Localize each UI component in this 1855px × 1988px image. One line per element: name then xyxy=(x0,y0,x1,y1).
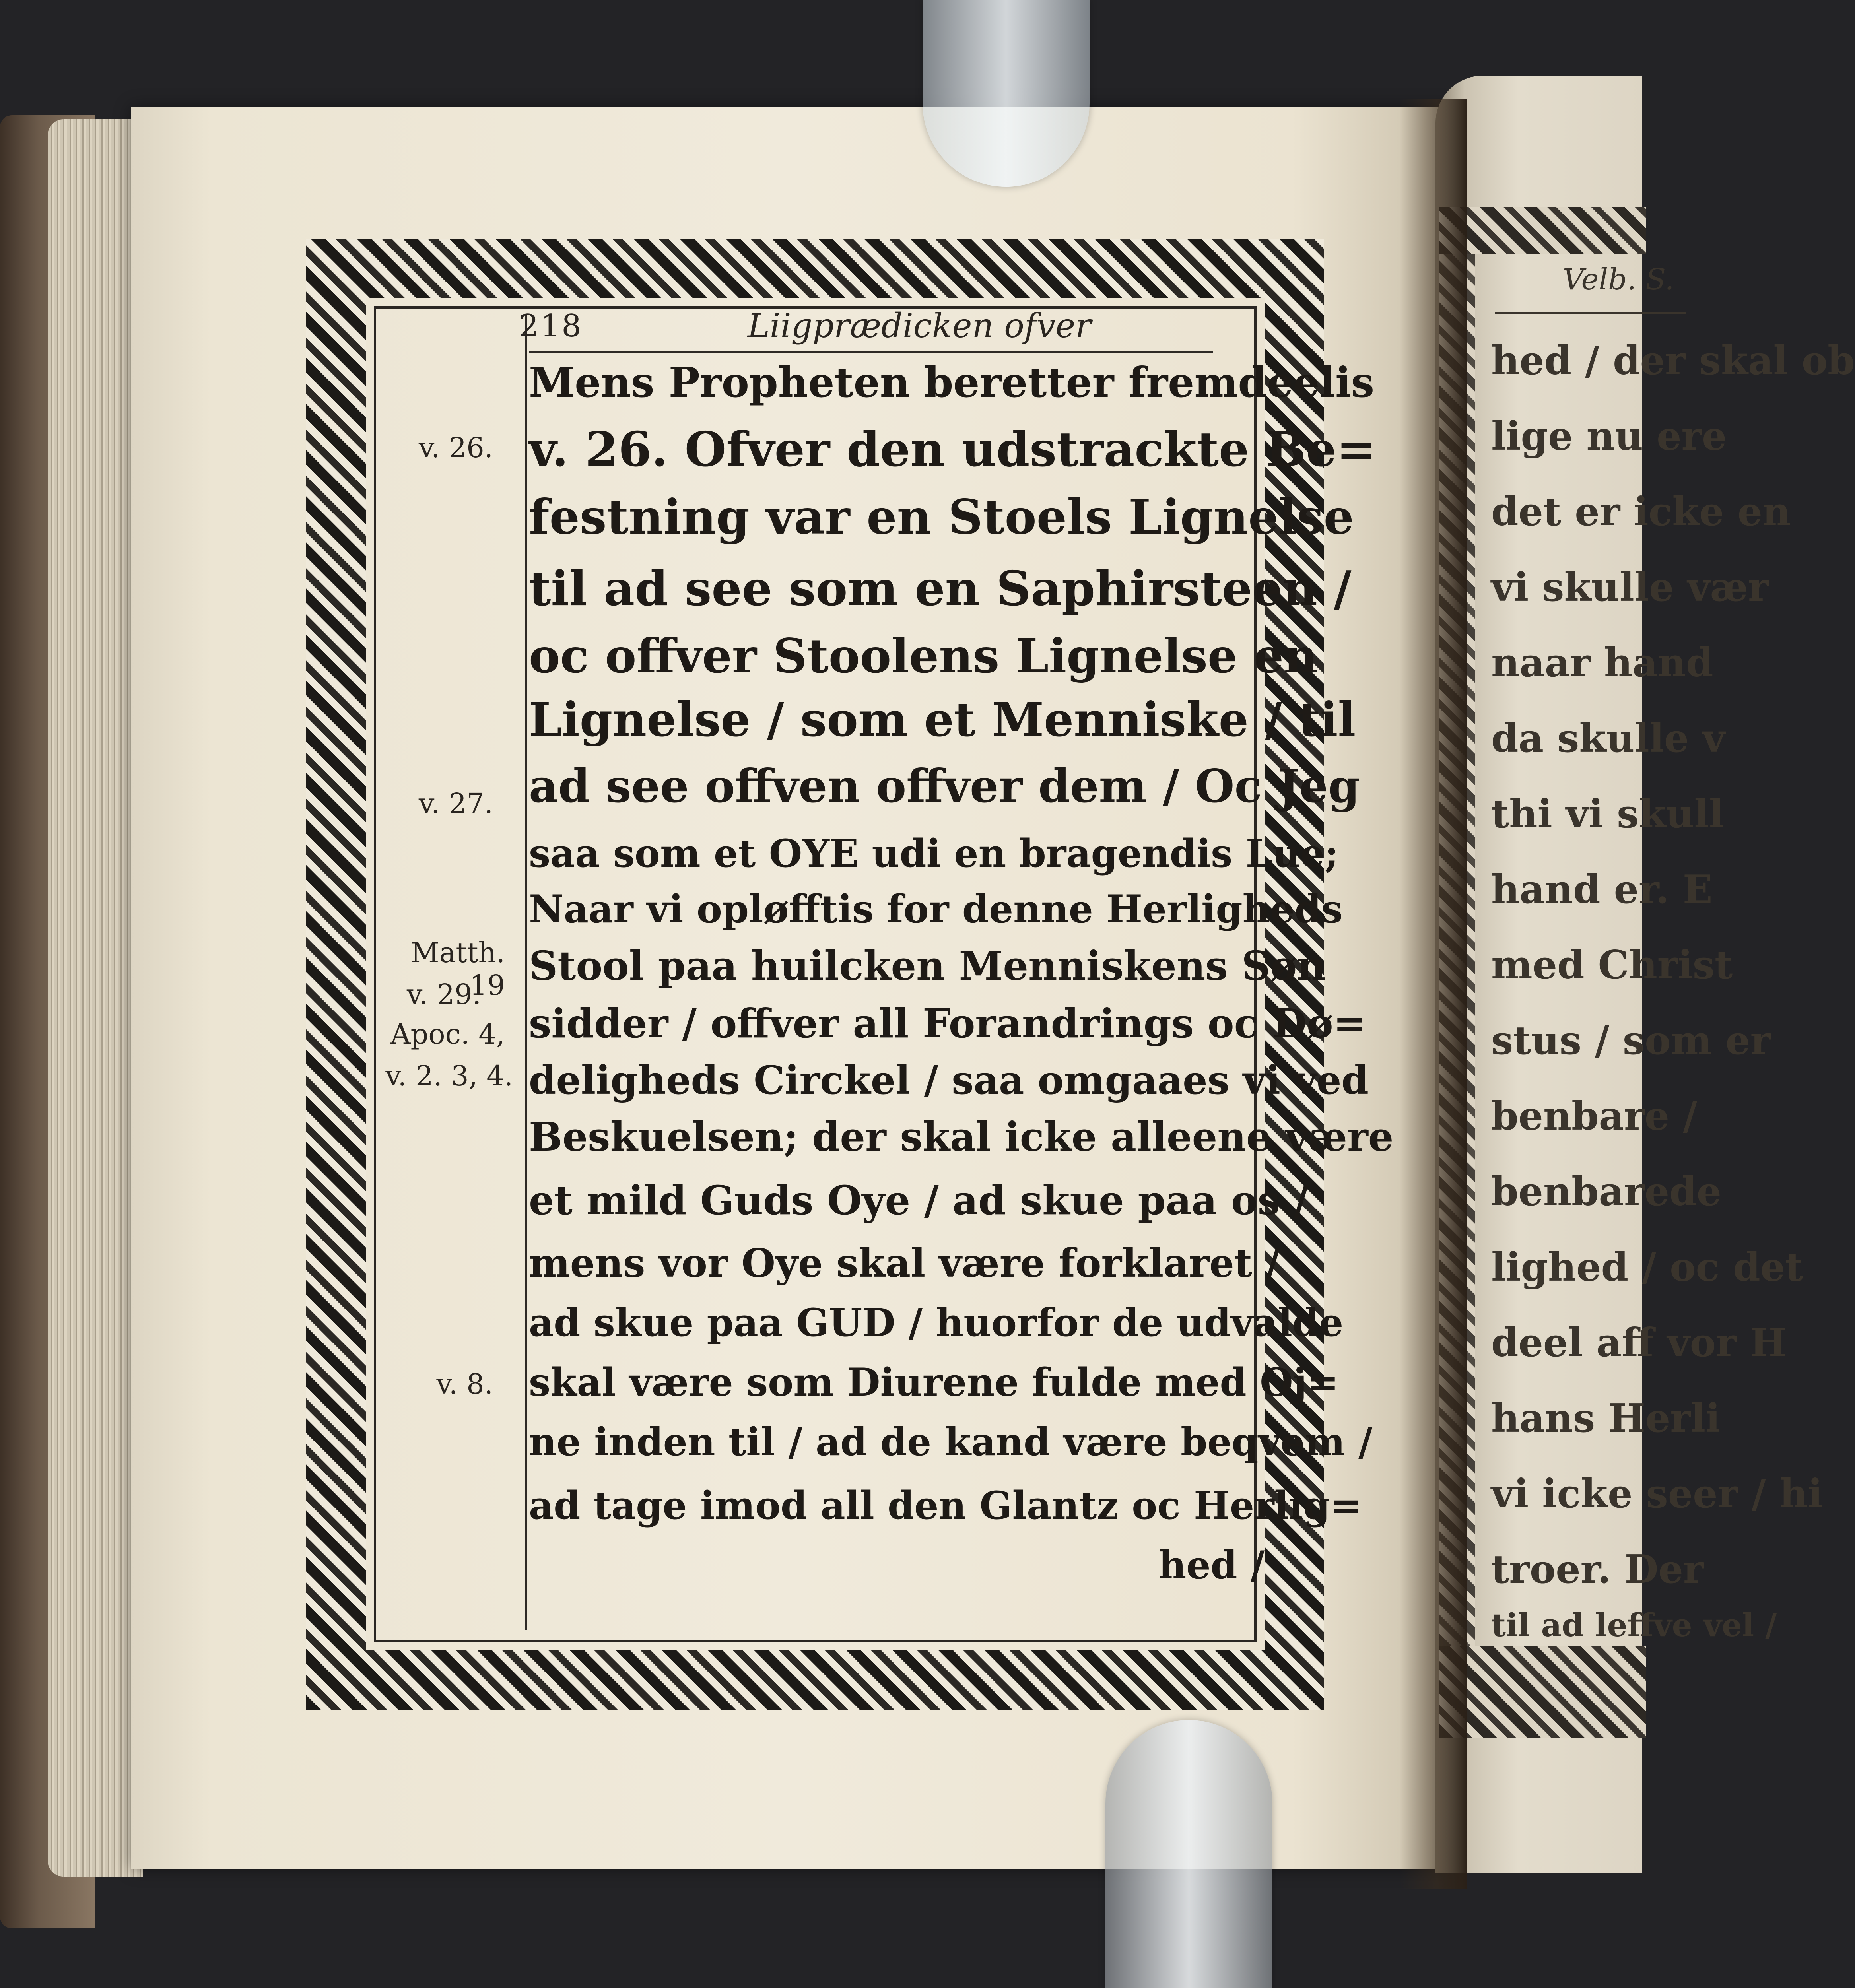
text-line: deligheds Circkel / saa omgaaes vi ved xyxy=(529,1058,1369,1103)
text-line: til ad see som en Saphirsteen / xyxy=(529,561,1352,617)
margin-note: v. 8. xyxy=(436,1368,493,1400)
text-line: Mens Propheten beretter fremdeelis xyxy=(529,358,1375,407)
margin-note: v. 27. xyxy=(418,787,493,820)
page-edges xyxy=(48,119,143,1877)
facing-line: thi vi skull xyxy=(1491,791,1724,837)
text-line: Beskuelsen; der skal icke alleene være xyxy=(529,1113,1394,1160)
margin-note: v. 26. xyxy=(418,431,493,464)
text-line: v. 26. Ofver den udstrackte Be= xyxy=(529,421,1377,478)
facing-line: vi icke seer / hi xyxy=(1491,1471,1823,1517)
text-line: et mild Guds Oye / ad skue paa os / xyxy=(529,1177,1309,1224)
margin-rule xyxy=(525,314,527,1630)
text-line: ad skue paa GUD / huorfor de udvalde xyxy=(529,1300,1344,1345)
facing-page-running-head: Velb. S. xyxy=(1563,262,1674,297)
facing-page-head-rule xyxy=(1495,312,1686,314)
text-line: skal være som Diurene fulde med Oj= xyxy=(529,1360,1339,1405)
facing-line: vi skulle vær xyxy=(1491,565,1769,610)
text-line: oc offver Stoolens Lignelse en xyxy=(529,628,1318,683)
facing-line: da skulle v xyxy=(1491,716,1725,761)
facing-line: med Christ xyxy=(1491,942,1733,988)
text-line: hed / xyxy=(1158,1543,1265,1588)
text-line: sidder / offver all Forandrings oc Dø= xyxy=(529,1000,1367,1047)
facing-page-text xyxy=(1479,76,1855,1865)
facing-line: det er icke en xyxy=(1491,489,1791,535)
text-line: festning var en Stoels Lignelse xyxy=(529,489,1354,545)
head-rule xyxy=(529,351,1213,353)
text-line: Lignelse / som et Menniske / til xyxy=(529,692,1356,747)
text-line: ad tage imod all den Glantz oc Herlig= xyxy=(529,1483,1362,1528)
facing-line: lighed / oc det xyxy=(1491,1244,1803,1290)
facing-line: til ad leffve vel / xyxy=(1491,1606,1777,1644)
facing-line: hed / der skal ob xyxy=(1491,338,1855,384)
page-clip-top xyxy=(923,0,1090,187)
margin-note: Matth. 19 xyxy=(410,936,505,1002)
facing-line: benbare / xyxy=(1491,1093,1698,1139)
text-line: mens vor Oye skal være forklaret / xyxy=(529,1241,1280,1286)
text-line: Naar vi opløfftis for denne Herligheds xyxy=(529,887,1343,932)
book-gutter xyxy=(1400,99,1467,1889)
facing-line: benbarede xyxy=(1491,1169,1722,1215)
text-line: ne inden til / ad de kand være beqvem / xyxy=(529,1419,1373,1464)
facing-line: stus / som er xyxy=(1491,1018,1771,1064)
margin-note: v. 29. xyxy=(406,978,481,1011)
facing-line: deel aff vor H xyxy=(1491,1320,1787,1366)
facing-line: lige nu ere xyxy=(1491,414,1727,459)
facing-line: troer. Der xyxy=(1491,1547,1704,1592)
facing-line: hans Herli xyxy=(1491,1396,1721,1441)
page-clip-bottom xyxy=(1105,1720,1272,1988)
page-number: 218 xyxy=(519,308,583,344)
margin-note: Apoc. 4, xyxy=(390,1018,505,1050)
running-head: Liigprædicken ofver xyxy=(748,306,1092,345)
text-line: ad see offven offver dem / Oc Jeg xyxy=(529,759,1360,813)
facing-line: hand er. E xyxy=(1491,867,1713,912)
margin-note: v. 2. 3, 4. xyxy=(385,1060,513,1092)
text-line: saa som et OYE udi en bragendis Lue; xyxy=(529,831,1339,876)
text-line: Stool paa huilcken Menniskens Søn xyxy=(529,942,1326,989)
facing-line: naar hand xyxy=(1491,640,1713,686)
